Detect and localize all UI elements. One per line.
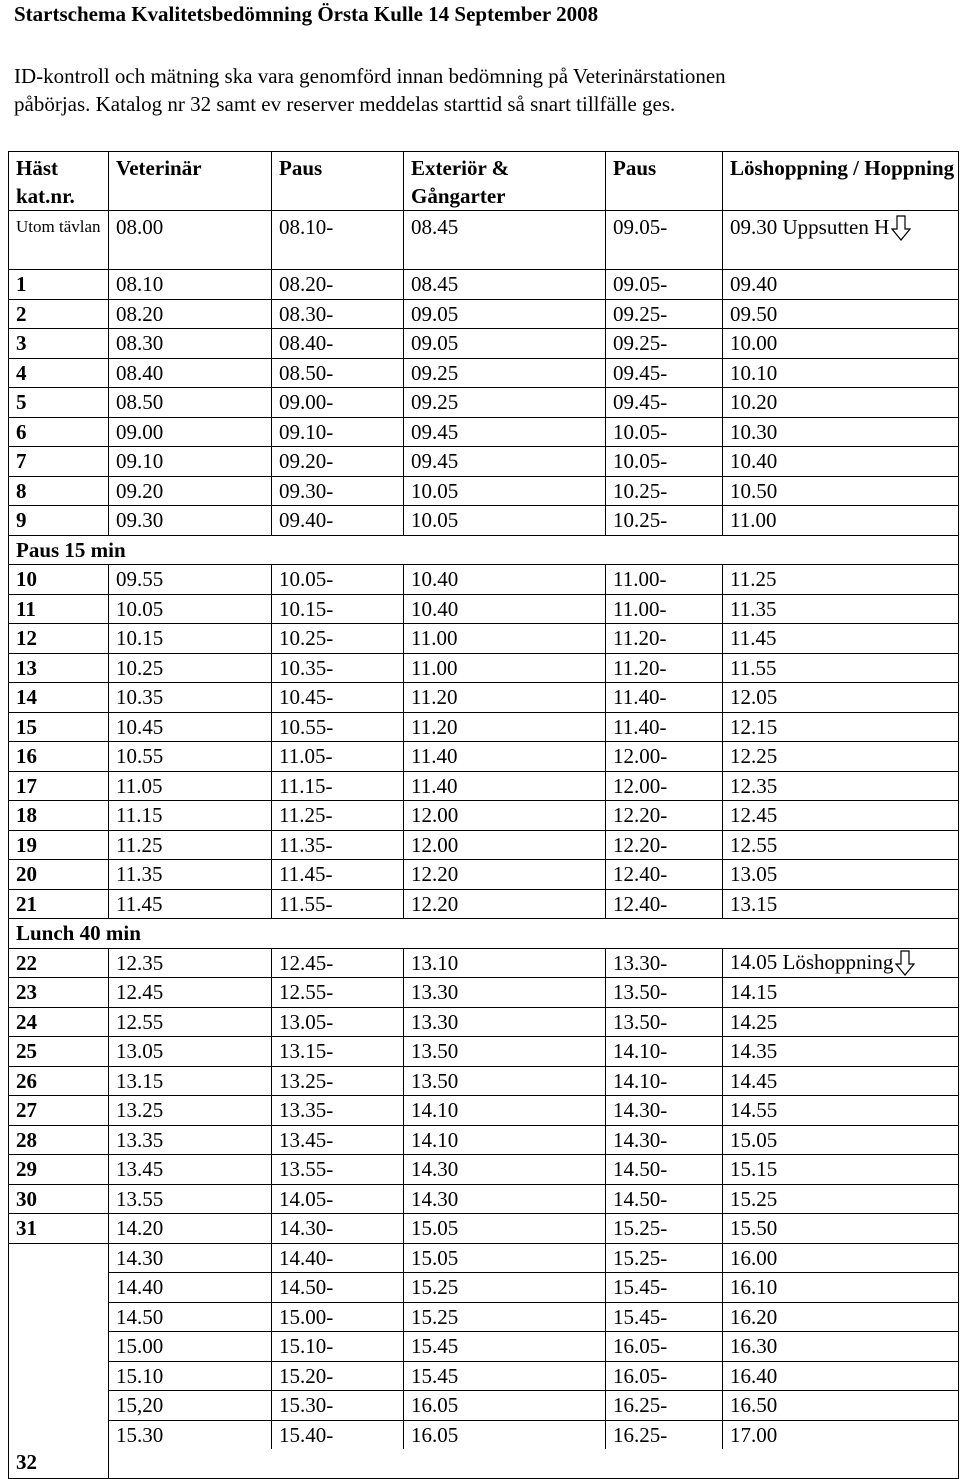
cell-jumping <box>723 211 959 270</box>
cell-exterior: 12.20 <box>404 860 606 890</box>
cell-jumping: 12.35 <box>723 771 959 801</box>
header-row <box>9 152 959 211</box>
cell-jumping: 11.55 <box>723 653 959 683</box>
cell-horse: 7 <box>9 447 109 477</box>
cell-jumping: 10.30 <box>723 417 959 447</box>
cell-veterinarian: 14.50 <box>109 1302 272 1332</box>
pause-label: Lunch 40 min <box>9 919 959 949</box>
cell-veterinarian: 10.55 <box>109 742 272 772</box>
cell-jumping: 11.45 <box>723 624 959 654</box>
cell-jumping: 11.25 <box>723 565 959 595</box>
table-row <box>9 417 959 447</box>
cell-pause-2: 15.45- <box>606 1302 723 1332</box>
cell-horse: 26 <box>9 1066 109 1096</box>
cell-pause-2: 14.30- <box>606 1125 723 1155</box>
cell-jumping: 12.45 <box>723 801 959 831</box>
cell-pause-2: 12.40- <box>606 860 723 890</box>
cell-pause-2: 12.20- <box>606 801 723 831</box>
cell-jumping: 13.15 <box>723 889 959 919</box>
cell-exterior: 14.10 <box>404 1096 606 1126</box>
cell-horse: 22 <box>9 948 109 978</box>
cell-pause-1: 09.00- <box>272 388 404 418</box>
cell-exterior: 15.45 <box>404 1332 606 1362</box>
cell-pause-2: 09.05- <box>606 211 723 270</box>
cell-pause-1: 15.20- <box>272 1361 404 1391</box>
cell-pause-2: 11.20- <box>606 624 723 654</box>
table-row <box>9 889 959 919</box>
table-row <box>9 653 959 683</box>
cell-exterior: 11.20 <box>404 683 606 713</box>
table-row <box>9 1007 959 1037</box>
cell-pause-2: 14.10- <box>606 1037 723 1067</box>
cell-horse: 8 <box>9 476 109 506</box>
cell-pause-1: 15.30- <box>272 1391 404 1421</box>
cell-pause-1: 08.10- <box>272 211 404 270</box>
cell-horse: 5 <box>9 388 109 418</box>
cell-jumping: 10.10 <box>723 358 959 388</box>
cell-pause-1: 08.50- <box>272 358 404 388</box>
cell-horse: 19 <box>9 830 109 860</box>
cell-pause-2: 10.05- <box>606 447 723 477</box>
cell-pause-1: 13.45- <box>272 1125 404 1155</box>
cell-veterinarian: 14.20 <box>109 1214 272 1244</box>
table-row <box>9 358 959 388</box>
cell-pause-2: 16.25- <box>606 1420 723 1449</box>
cell-jumping: 16.00 <box>723 1243 959 1273</box>
cell-veterinarian: 10.25 <box>109 653 272 683</box>
cell-exterior: 16.05 <box>404 1420 606 1449</box>
cell-pause-2: 10.05- <box>606 417 723 447</box>
cell-pause-1: 12.45- <box>272 948 404 978</box>
cell-horse: 10 <box>9 565 109 595</box>
cell-exterior: 13.30 <box>404 978 606 1008</box>
cell-exterior: 12.20 <box>404 889 606 919</box>
cell-exterior: 12.00 <box>404 830 606 860</box>
cell-pause-1: 10.45- <box>272 683 404 713</box>
cell-exterior: 11.40 <box>404 742 606 772</box>
table-row-reserve <box>9 1243 959 1273</box>
cell-pause-2: 11.40- <box>606 712 723 742</box>
cell-pause-1: 08.30- <box>272 299 404 329</box>
table-row <box>9 299 959 329</box>
cell-jumping: 12.55 <box>723 830 959 860</box>
cell-jumping: 10.40 <box>723 447 959 477</box>
cell-jumping: 14.45 <box>723 1066 959 1096</box>
cell-horse: 18 <box>9 801 109 831</box>
cell-exterior: 11.20 <box>404 712 606 742</box>
cell-pause-1: 13.55- <box>272 1155 404 1185</box>
header-exterior-gaits: Exteriör & Gångarter <box>404 152 606 211</box>
table-row <box>9 712 959 742</box>
cell-horse: 1 <box>9 270 109 300</box>
table-row <box>9 1125 959 1155</box>
cell-pause-1: 13.35- <box>272 1096 404 1126</box>
cell-veterinarian: 13.05 <box>109 1037 272 1067</box>
cell-exterior: 10.40 <box>404 565 606 595</box>
cell-jumping <box>723 948 959 978</box>
cell-horse: 21 <box>9 889 109 919</box>
table-row <box>9 1184 959 1214</box>
cell-jumping: 14.35 <box>723 1037 959 1067</box>
cell-horse: 25 <box>9 1037 109 1067</box>
cell-jumping: 15.05 <box>723 1125 959 1155</box>
table-row <box>9 742 959 772</box>
cell-empty <box>109 1449 959 1478</box>
header-pause-2: Paus <box>606 152 723 211</box>
cell-pause-2: 09.45- <box>606 388 723 418</box>
cell-horse: 20 <box>9 860 109 890</box>
cell-veterinarian: 12.45 <box>109 978 272 1008</box>
cell-horse: 6 <box>9 417 109 447</box>
cell-pause-2: 10.25- <box>606 506 723 536</box>
cell-jumping: 10.00 <box>723 329 959 359</box>
cell-horse: 17 <box>9 771 109 801</box>
table-row-reserve <box>9 1361 959 1391</box>
cell-pause-2: 09.25- <box>606 329 723 359</box>
cell-exterior: 15.45 <box>404 1361 606 1391</box>
cell-veterinarian: 09.30 <box>109 506 272 536</box>
cell-veterinarian: 15.00 <box>109 1332 272 1362</box>
cell-jumping: 12.25 <box>723 742 959 772</box>
header-horse-number: Häst kat.nr. <box>9 152 109 211</box>
cell-jumping-text: 09.30 Uppsutten H <box>730 215 890 239</box>
cell-pause-2: 14.50- <box>606 1184 723 1214</box>
cell-pause-2: 12.00- <box>606 742 723 772</box>
cell-pause-2: 15.25- <box>606 1214 723 1244</box>
cell-veterinarian: 14.30 <box>109 1243 272 1273</box>
cell-pause-2: 11.40- <box>606 683 723 713</box>
cell-horse: 23 <box>9 978 109 1008</box>
table-row <box>9 447 959 477</box>
cell-veterinarian: 12.35 <box>109 948 272 978</box>
cell-exterior: 09.45 <box>404 447 606 477</box>
cell-veterinarian: 15.10 <box>109 1361 272 1391</box>
cell-pause-2: 15.25- <box>606 1243 723 1273</box>
cell-pause-1: 08.40- <box>272 329 404 359</box>
cell-pause-2: 14.10- <box>606 1066 723 1096</box>
cell-pause-2: 16.05- <box>606 1332 723 1362</box>
cell-jumping: 16.10 <box>723 1273 959 1303</box>
cell-pause-1: 09.10- <box>272 417 404 447</box>
table-row <box>9 506 959 536</box>
cell-pause-1: 14.30- <box>272 1214 404 1244</box>
table-row <box>9 771 959 801</box>
table-row <box>9 1155 959 1185</box>
cell-pause-2: 11.20- <box>606 653 723 683</box>
cell-horse: 27 <box>9 1096 109 1126</box>
cell-jumping: 14.15 <box>723 978 959 1008</box>
cell-horse: 16 <box>9 742 109 772</box>
cell-pause-1: 14.50- <box>272 1273 404 1303</box>
cell-veterinarian: 13.15 <box>109 1066 272 1096</box>
intro-line-1: ID-kontroll och mätning ska vara genomförd innan bedömning på Veterinärstationen <box>14 64 726 88</box>
cell-exterior: 14.10 <box>404 1125 606 1155</box>
table-row <box>9 830 959 860</box>
cell-veterinarian: 10.45 <box>109 712 272 742</box>
cell-exterior: 15.25 <box>404 1273 606 1303</box>
cell-veterinarian: 09.20 <box>109 476 272 506</box>
cell-horse: 31 <box>9 1214 109 1244</box>
table-row-reserve <box>9 1391 959 1421</box>
cell-pause-2: 12.00- <box>606 771 723 801</box>
cell-pause-1: 08.20- <box>272 270 404 300</box>
cell-pause-1: 11.35- <box>272 830 404 860</box>
intro-text <box>14 62 914 118</box>
cell-horse: 12 <box>9 624 109 654</box>
cell-jumping: 13.05 <box>723 860 959 890</box>
cell-pause-2: 14.30- <box>606 1096 723 1126</box>
cell-pause-1: 13.15- <box>272 1037 404 1067</box>
cell-jumping: 15.50 <box>723 1214 959 1244</box>
cell-pause-2: 13.50- <box>606 978 723 1008</box>
cell-horse: 9 <box>9 506 109 536</box>
down-arrow-icon <box>895 950 915 976</box>
cell-pause-1: 10.55- <box>272 712 404 742</box>
cell-veterinarian: 10.05 <box>109 594 272 624</box>
cell-exterior: 09.05 <box>404 299 606 329</box>
cell-pause-1: 10.25- <box>272 624 404 654</box>
table-row-reserve <box>9 1302 959 1332</box>
cell-pause-2: 16.25- <box>606 1391 723 1421</box>
cell-exterior: 14.30 <box>404 1155 606 1185</box>
cell-veterinarian: 11.35 <box>109 860 272 890</box>
table-row <box>9 1066 959 1096</box>
header-pause-1: Paus <box>272 152 404 211</box>
cell-veterinarian: 13.35 <box>109 1125 272 1155</box>
cell-pause-2: 12.20- <box>606 830 723 860</box>
down-arrow-icon <box>891 215 911 241</box>
cell-pause-1: 11.45- <box>272 860 404 890</box>
cell-pause-2: 15.45- <box>606 1273 723 1303</box>
cell-jumping: 14.55 <box>723 1096 959 1126</box>
cell-veterinarian: 15.30 <box>109 1420 272 1449</box>
table-row <box>9 860 959 890</box>
cell-pause-1: 15.10- <box>272 1332 404 1362</box>
cell-pause-2: 13.50- <box>606 1007 723 1037</box>
cell-jumping: 16.20 <box>723 1302 959 1332</box>
cell-veterinarian: 12.55 <box>109 1007 272 1037</box>
cell-pause-1: 14.40- <box>272 1243 404 1273</box>
cell-pause-1: 13.25- <box>272 1066 404 1096</box>
table-row <box>9 594 959 624</box>
cell-exterior: 12.00 <box>404 801 606 831</box>
cell-jumping: 11.35 <box>723 594 959 624</box>
cell-exterior: 09.45 <box>404 417 606 447</box>
cell-jumping-text: 14.05 Löshoppning <box>730 949 894 974</box>
cell-jumping: 17.00 <box>723 1420 959 1449</box>
cell-pause-1: 09.20- <box>272 447 404 477</box>
cell-exterior: 15.25 <box>404 1302 606 1332</box>
cell-jumping: 09.50 <box>723 299 959 329</box>
table-row <box>9 1037 959 1067</box>
cell-exterior: 13.30 <box>404 1007 606 1037</box>
table-row <box>9 270 959 300</box>
cell-pause-1: 11.15- <box>272 771 404 801</box>
cell-pause-2: 12.40- <box>606 889 723 919</box>
cell-veterinarian: 15,20 <box>109 1391 272 1421</box>
pause-label: Paus 15 min <box>9 535 959 565</box>
cell-horse: 30 <box>9 1184 109 1214</box>
cell-horse: 24 <box>9 1007 109 1037</box>
document-title: Startschema Kvalitetsbedömning Örsta Kulle 14 September 2008 <box>14 2 599 26</box>
cell-veterinarian: 08.10 <box>109 270 272 300</box>
cell-veterinarian: 09.10 <box>109 447 272 477</box>
cell-pause-1: 10.35- <box>272 653 404 683</box>
cell-veterinarian: 09.55 <box>109 565 272 595</box>
cell-exterior: 10.05 <box>404 506 606 536</box>
header-veterinarian: Veterinär <box>109 152 272 211</box>
cell-exterior: 09.25 <box>404 358 606 388</box>
cell-horse: 29 <box>9 1155 109 1185</box>
cell-exterior: 15.05 <box>404 1243 606 1273</box>
cell-jumping: 16.50 <box>723 1391 959 1421</box>
cell-pause-1: 11.05- <box>272 742 404 772</box>
cell-exterior: 09.25 <box>404 388 606 418</box>
cell-veterinarian: 08.30 <box>109 329 272 359</box>
cell-exterior: 08.45 <box>404 211 606 270</box>
cell-pause-1: 12.55- <box>272 978 404 1008</box>
cell-pause-2: 11.00- <box>606 565 723 595</box>
cell-exterior: 11.00 <box>404 624 606 654</box>
table-row <box>9 1214 959 1244</box>
table-row <box>9 476 959 506</box>
cell-horse: 4 <box>9 358 109 388</box>
cell-horse: 14 <box>9 683 109 713</box>
cell-exterior: 13.50 <box>404 1037 606 1067</box>
table-row <box>9 801 959 831</box>
cell-veterinarian: 08.20 <box>109 299 272 329</box>
cell-veterinarian: 13.55 <box>109 1184 272 1214</box>
cell-exterior: 09.05 <box>404 329 606 359</box>
table-row-reserve <box>9 1332 959 1362</box>
cell-horse: 11 <box>9 594 109 624</box>
cell-veterinarian: 09.00 <box>109 417 272 447</box>
cell-horse: 13 <box>9 653 109 683</box>
cell-pause-2: 11.00- <box>606 594 723 624</box>
cell-horse: 28 <box>9 1125 109 1155</box>
cell-pause-1: 11.55- <box>272 889 404 919</box>
cell-veterinarian: 08.50 <box>109 388 272 418</box>
cell-pause-2: 09.45- <box>606 358 723 388</box>
cell-pause-1: 11.25- <box>272 801 404 831</box>
cell-pause-1: 10.05- <box>272 565 404 595</box>
cell-veterinarian: 13.25 <box>109 1096 272 1126</box>
cell-pause-1: 13.05- <box>272 1007 404 1037</box>
cell-veterinarian: 13.45 <box>109 1155 272 1185</box>
cell-exterior: 13.10 <box>404 948 606 978</box>
table-row <box>9 624 959 654</box>
schedule-table <box>8 151 959 1479</box>
cell-veterinarian: 10.15 <box>109 624 272 654</box>
cell-veterinarian: 14.40 <box>109 1273 272 1303</box>
cell-exterior: 15.05 <box>404 1214 606 1244</box>
cell-horse: 2 <box>9 299 109 329</box>
cell-veterinarian: 11.05 <box>109 771 272 801</box>
cell-veterinarian: 08.00 <box>109 211 272 270</box>
intro-line-2: påbörjas. Katalog nr 32 samt ev reserver meddelas starttid så snart tillfälle ges. <box>14 92 676 116</box>
cell-exterior: 16.05 <box>404 1391 606 1421</box>
cell-pause-2: 14.50- <box>606 1155 723 1185</box>
cell-pause-2: 16.05- <box>606 1361 723 1391</box>
cell-veterinarian: 11.25 <box>109 830 272 860</box>
cell-jumping: 12.15 <box>723 712 959 742</box>
cell-jumping: 12.05 <box>723 683 959 713</box>
cell-horse: 15 <box>9 712 109 742</box>
table-row <box>9 683 959 713</box>
cell-horse-32: 32 <box>9 1243 109 1478</box>
pause-row <box>9 919 959 949</box>
cell-jumping: 16.40 <box>723 1361 959 1391</box>
cell-pause-1: 09.30- <box>272 476 404 506</box>
cell-horse: 3 <box>9 329 109 359</box>
cell-exterior: 13.50 <box>404 1066 606 1096</box>
cell-exterior: 11.00 <box>404 653 606 683</box>
cell-veterinarian: 11.45 <box>109 889 272 919</box>
cell-exterior: 08.45 <box>404 270 606 300</box>
cell-exterior: 10.05 <box>404 476 606 506</box>
cell-exterior: 11.40 <box>404 771 606 801</box>
cell-jumping: 16.30 <box>723 1332 959 1362</box>
cell-pause-1: 14.05- <box>272 1184 404 1214</box>
table-row <box>9 948 959 978</box>
cell-horse: Utom tävlan <box>9 211 109 270</box>
cell-jumping: 15.15 <box>723 1155 959 1185</box>
table-row <box>9 329 959 359</box>
cell-veterinarian: 11.15 <box>109 801 272 831</box>
table-row <box>9 565 959 595</box>
pause-row <box>9 535 959 565</box>
cell-veterinarian: 10.35 <box>109 683 272 713</box>
table-row-utom <box>9 211 959 270</box>
cell-pause-1: 15.40- <box>272 1420 404 1449</box>
cell-pause-2: 10.25- <box>606 476 723 506</box>
cell-jumping: 10.20 <box>723 388 959 418</box>
table-row <box>9 978 959 1008</box>
cell-veterinarian: 08.40 <box>109 358 272 388</box>
cell-jumping: 10.50 <box>723 476 959 506</box>
cell-pause-1: 15.00- <box>272 1302 404 1332</box>
cell-pause-2: 13.30- <box>606 948 723 978</box>
cell-pause-1: 09.40- <box>272 506 404 536</box>
header-jumping: Löshoppning / Hoppning <box>723 152 959 211</box>
table-row <box>9 1096 959 1126</box>
table-row-reserve <box>9 1420 959 1449</box>
cell-jumping: 11.00 <box>723 506 959 536</box>
cell-jumping: 14.25 <box>723 1007 959 1037</box>
cell-exterior: 10.40 <box>404 594 606 624</box>
cell-pause-2: 09.25- <box>606 299 723 329</box>
cell-exterior: 14.30 <box>404 1184 606 1214</box>
cell-pause-2: 09.05- <box>606 270 723 300</box>
table-row-last <box>9 1449 959 1478</box>
cell-jumping: 09.40 <box>723 270 959 300</box>
cell-jumping: 15.25 <box>723 1184 959 1214</box>
cell-pause-1: 10.15- <box>272 594 404 624</box>
table-row-reserve <box>9 1273 959 1303</box>
table-row <box>9 388 959 418</box>
